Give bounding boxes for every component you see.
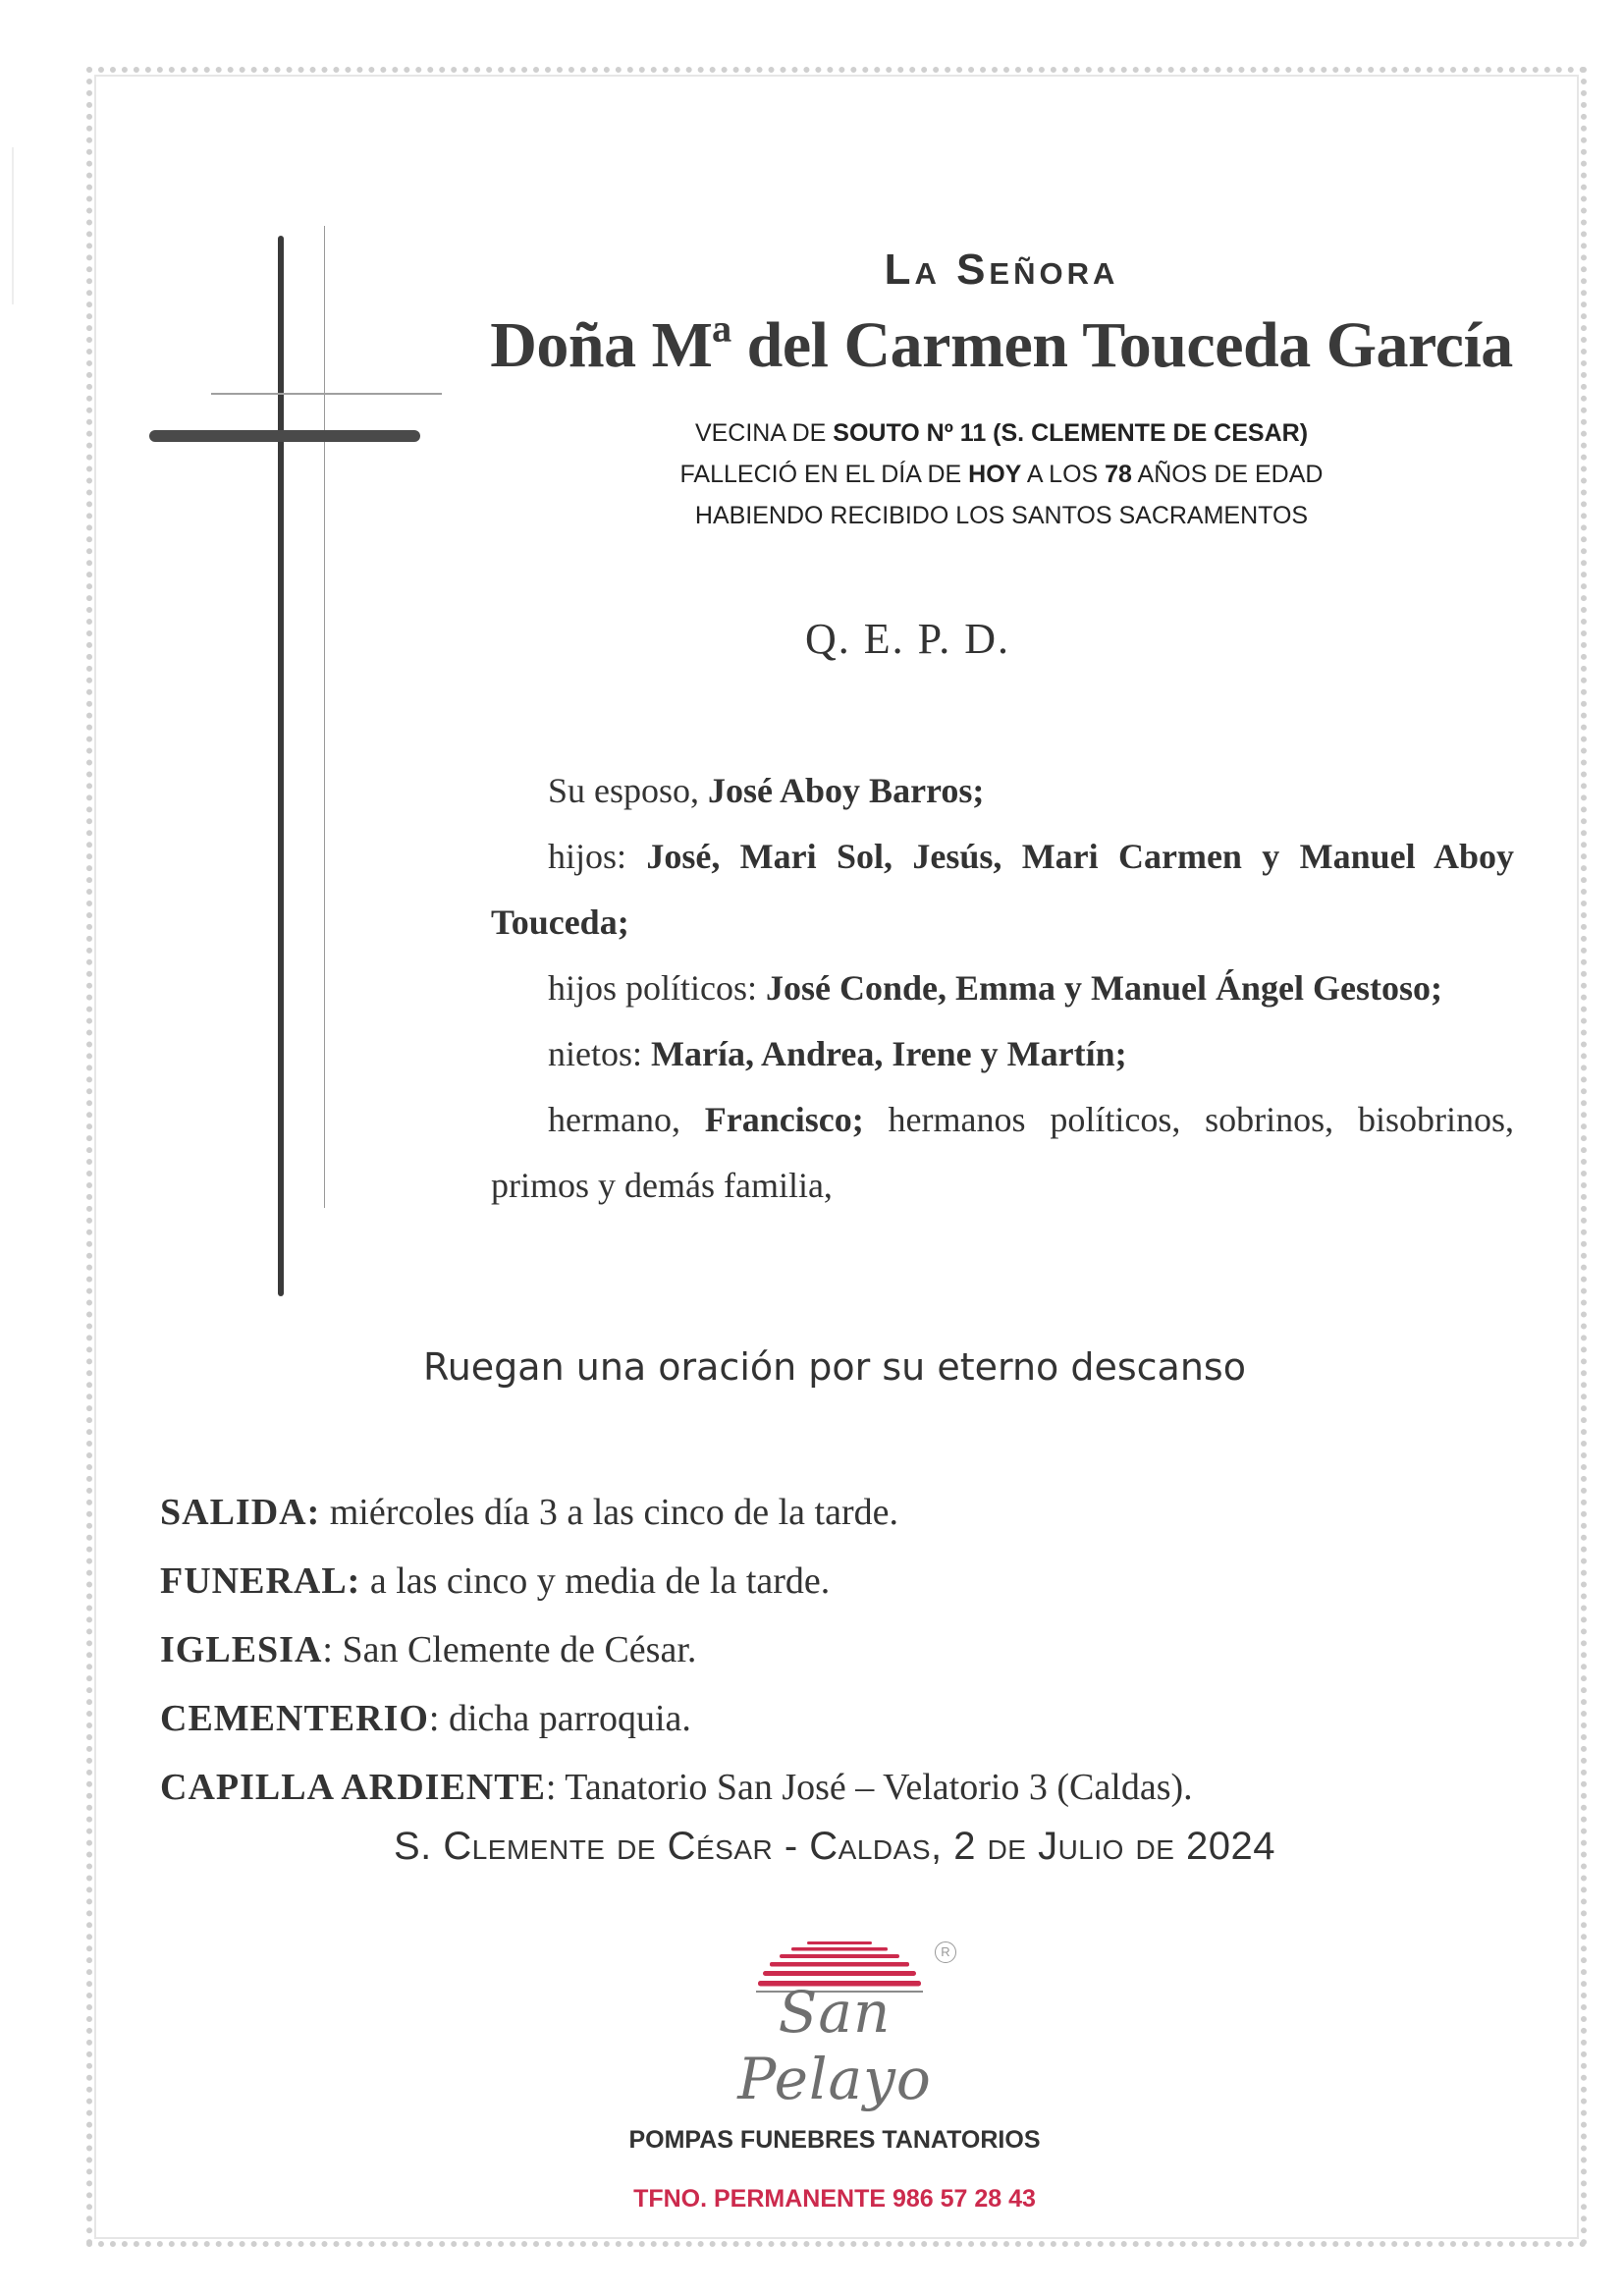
detail-funeral: [160, 1547, 1515, 1615]
info-line-death: [452, 454, 1551, 495]
detail-cementerio: [160, 1684, 1515, 1753]
detail-label: CEMENTERIO: [160, 1698, 429, 1739]
phone-number: TFNO. PERMANENTE 986 57 28 43: [633, 2185, 1036, 2213]
family-label: hijos políticos:: [548, 968, 767, 1008]
family-in-laws: [491, 956, 1514, 1021]
detail-iglesia: [160, 1615, 1515, 1684]
family-spouse: [491, 758, 1514, 824]
family-grandchildren: [491, 1021, 1514, 1087]
title-small: La Señora: [884, 246, 1119, 294]
info-bold: HOY: [968, 461, 1022, 488]
info-bold: 78: [1105, 461, 1132, 488]
cross-horizontal-line: [211, 393, 442, 395]
detail-value: a las cinco y media de la tarde.: [360, 1560, 831, 1602]
info-text: A LOS: [1021, 461, 1106, 488]
family-list: [491, 758, 1514, 1219]
detail-label: IGLESIA: [160, 1629, 323, 1670]
deceased-name: Doña Mª del Carmen Touceda García: [490, 309, 1513, 381]
detail-value: : Tanatorio San José – Velatorio 3 (Caldas).: [545, 1767, 1193, 1808]
detail-value: : San Clemente de César.: [322, 1629, 697, 1670]
cross-vertical-line: [324, 226, 325, 1208]
detail-salida: [160, 1478, 1515, 1547]
registered-mark: R: [935, 1941, 956, 1963]
obituary-header: [452, 246, 1551, 536]
info-lines: [452, 412, 1551, 536]
family-siblings: [491, 1087, 1514, 1219]
detail-value: miércoles día 3 a las cinco de la tarde.: [320, 1492, 898, 1533]
detail-capilla: [160, 1753, 1515, 1822]
san-pelayo-logo: [677, 1940, 992, 2111]
logo-text: San Pelayo: [737, 1979, 932, 2112]
info-line-sacraments: HABIENDO RECIBIDO LOS SANTOS SACRAMENTOS: [694, 502, 1309, 529]
family-names: José Conde, Emma y Manuel Ángel Gestoso;: [766, 968, 1442, 1008]
detail-value: : dicha parroquia.: [428, 1698, 691, 1739]
family-label: hijos:: [548, 837, 647, 876]
service-details: [160, 1478, 1515, 1822]
scan-edge-line: [12, 147, 14, 304]
company-tagline: POMPAS FUNEBRES TANATORIOS: [628, 2126, 1041, 2154]
detail-label: SALIDA:: [160, 1492, 321, 1533]
family-names: María, Andrea, Irene y Martín;: [651, 1034, 1127, 1073]
family-label: Su esposo,: [548, 771, 709, 810]
cross-horizontal-bar: [149, 430, 420, 442]
family-names: José Aboy Barros;: [708, 771, 985, 810]
family-names: Francisco;: [704, 1100, 864, 1139]
family-label: hermano,: [548, 1100, 705, 1139]
detail-label: FUNERAL:: [160, 1560, 361, 1602]
family-children: [491, 824, 1514, 956]
detail-label: CAPILLA ARDIENTE: [160, 1767, 546, 1808]
info-text: VECINA DE: [694, 419, 834, 447]
family-label: nietos:: [548, 1034, 651, 1073]
prayer-request: Ruegan una oración por su eterno descanso: [423, 1345, 1246, 1389]
place-date: S. Clemente de César - Caldas, 2 de Julio de 2024: [393, 1825, 1276, 1868]
info-text: AÑOS DE EDAD: [1131, 461, 1324, 488]
info-line-residence: [452, 412, 1551, 454]
qepd: Q. E. P. D.: [805, 615, 1011, 663]
info-bold: SOUTO Nº 11 (S. CLEMENTE DE CESAR): [833, 419, 1309, 447]
cross-vertical-bar: [278, 236, 284, 1296]
info-text: FALLECIÓ EN EL DÍA DE: [679, 461, 969, 488]
family-rest: hermanos políticos, sobrinos, bisobrinos, primos y demás familia,: [491, 1100, 1514, 1205]
cross-icon: [147, 226, 442, 1316]
family-names: José, Mari Sol, Jesús, Mari Carmen y Manuel Aboy Touceda;: [491, 837, 1515, 942]
